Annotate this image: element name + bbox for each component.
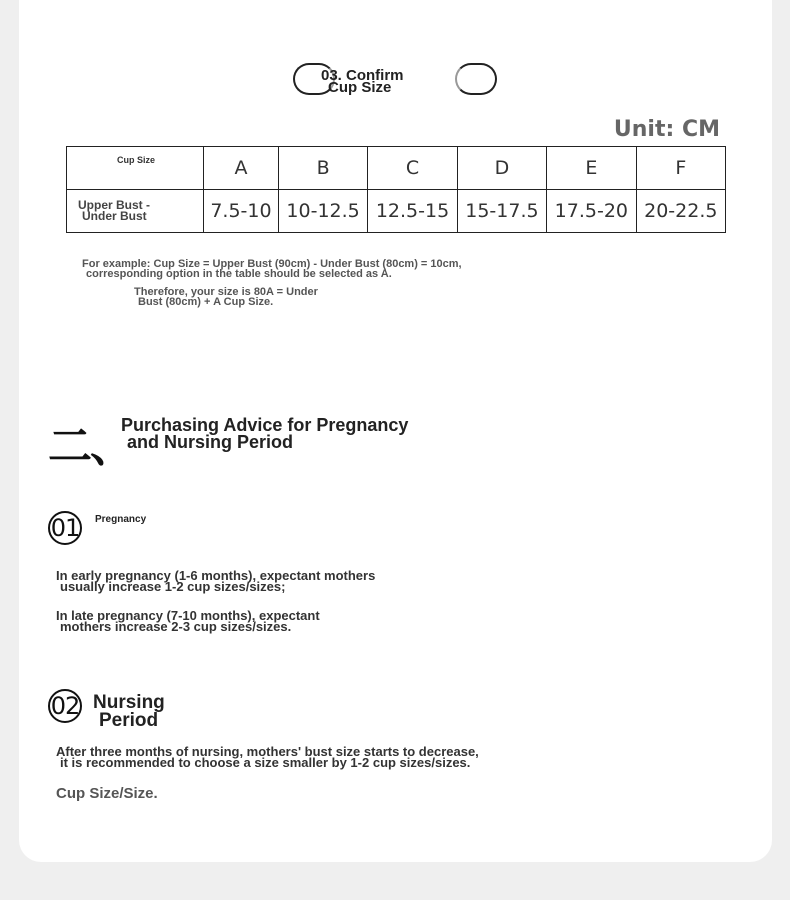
nursing-p1-line2: it is recommended to choose a size smaller by 1-2 cup sizes/sizes.	[60, 755, 471, 770]
pregnancy-paragraph-1	[56, 570, 375, 592]
cup-cell-d: D	[457, 147, 546, 190]
row-label	[67, 190, 204, 233]
pregnancy-p2-line2: mothers increase 2-3 cup sizes/sizes.	[60, 619, 292, 634]
nursing-title-line1: Nursing	[93, 692, 165, 713]
pregnancy-paragraph-2	[56, 610, 320, 632]
pregnancy-p2-line1: In late pregnancy (7-10 months), expectant	[56, 608, 320, 623]
nursing-footer: Cup Size/Size.	[56, 785, 158, 802]
example-text-2	[134, 287, 318, 307]
section-title-line2: Cup Size	[328, 79, 392, 96]
range-cell-c: 12.5-15	[368, 190, 457, 233]
section-title	[321, 67, 471, 96]
cup-cell-e: E	[547, 147, 636, 190]
range-cell-d: 15-17.5	[457, 190, 546, 233]
cup-size-table	[66, 146, 726, 233]
section-title-line1: 03. Confirm	[321, 67, 404, 84]
row-label-line1: Upper Bust -	[78, 198, 150, 212]
range-cell-e: 17.5-20	[547, 190, 636, 233]
example-line3: Therefore, your size is 80A = Under	[134, 286, 318, 298]
nursing-title-line2: Period	[99, 710, 159, 731]
pregnancy-number-badge: 01	[48, 511, 82, 545]
cup-cell-a: A	[204, 147, 279, 190]
example-line2: corresponding option in the table should be selected as A.	[86, 268, 392, 280]
part2-title-line2: and Nursing Period	[127, 432, 294, 452]
cup-cell-c: C	[368, 147, 457, 190]
nursing-paragraph	[56, 746, 479, 768]
nursing-p1-line1: After three months of nursing, mothers' bust size starts to decrease,	[56, 744, 479, 759]
row-label-line2: Under Bust	[82, 209, 147, 223]
nursing-number-badge: 02	[48, 689, 82, 723]
table-header-label: Cup Size	[67, 147, 204, 190]
range-cell-f: 20-22.5	[636, 190, 725, 233]
part2-title-line1: Purchasing Advice for Pregnancy	[121, 415, 409, 435]
cup-cell-b: B	[278, 147, 367, 190]
range-cell-a: 7.5-10	[204, 190, 279, 233]
pregnancy-p1-line1: In early pregnancy (1-6 months), expectant mothers	[56, 568, 376, 583]
cup-cell-f: F	[636, 147, 725, 190]
part2-title	[121, 417, 408, 451]
table-row	[67, 190, 726, 233]
part2-number: 二、	[48, 421, 132, 472]
range-cell-b: 10-12.5	[278, 190, 367, 233]
example-text	[82, 259, 462, 279]
table-row	[67, 147, 726, 190]
nursing-title	[93, 694, 165, 730]
section-header-confirm-cup	[293, 63, 497, 99]
pregnancy-p1-line2: usually increase 1-2 cup sizes/sizes;	[60, 579, 286, 594]
example-line1: For example: Cup Size = Upper Bust (90cm) - Under Bust (80cm) = 10cm,	[82, 258, 462, 270]
unit-label: Unit: CM	[613, 117, 720, 142]
example-line4: Bust (80cm) + A Cup Size.	[138, 296, 274, 308]
pregnancy-title: Pregnancy	[95, 514, 147, 525]
